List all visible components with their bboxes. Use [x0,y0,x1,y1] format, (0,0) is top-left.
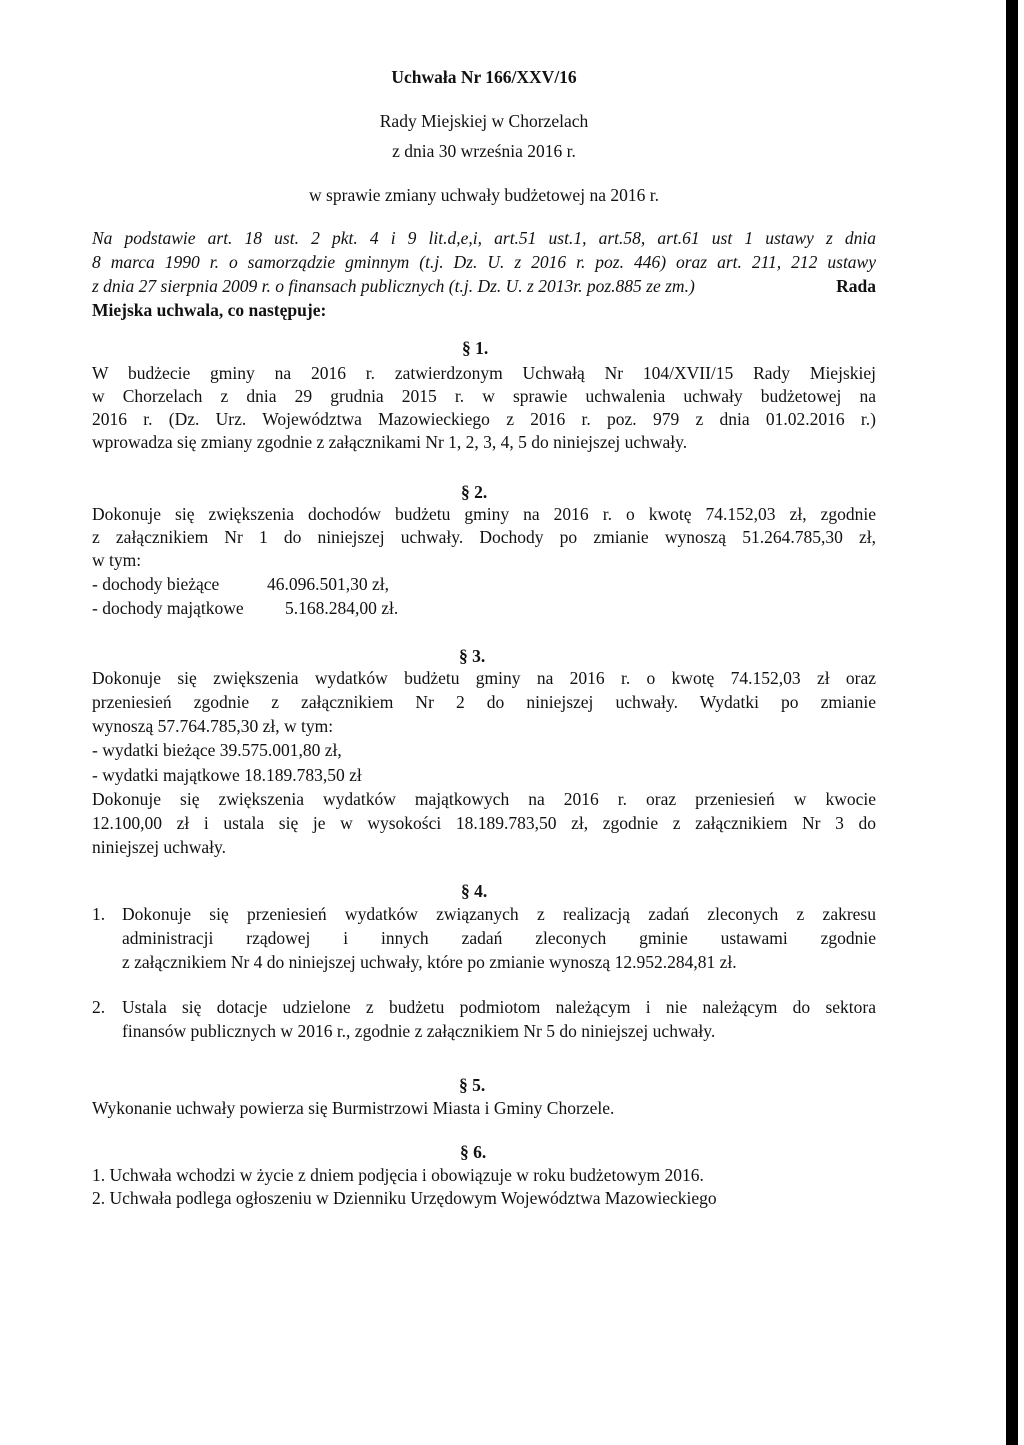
s3-line-2: przeniesień zgodnie z załącznikiem Nr 2 do niniejszej uchwały. Wydatki po zmianie [92,692,876,712]
preamble-line-4: Miejska uchwala, co następuje: [92,300,327,320]
s3-line-8: niniejszej uchwały. [92,837,226,857]
preamble-line-3-tail: Rada [836,276,876,296]
section-1-heading: § 1. [462,338,489,358]
s3-line-7: 12.100,00 zł i ustala się je w wysokości 18.189.783,50 zł, zgodnie z załącznikiem Nr 3 do [92,813,876,833]
section-5-heading: § 5. [459,1075,486,1095]
resolution-subject: w sprawie zmiany uchwały budżetowej na 2016 r. [309,185,659,205]
s1-line-2: w Chorzelach z dnia 29 grudnia 2015 r. w sprawie uchwalenia uchwały budżetowej na [92,386,876,406]
s1-line-4: wprowadza się zmiany zgodnie z załącznikami Nr 1, 2, 3, 4, 5 do niniejszej uchwały. [92,432,688,452]
resolution-title: Uchwała Nr 166/XXV/16 [391,67,577,87]
section-3-heading: § 3. [459,646,486,666]
preamble-line-3-text: z dnia 27 sierpnia 2009 r. o finansach publicznych (t.j. Dz. U. z 2013r. poz.885 ze zm.) [92,276,695,296]
s3-line-4: - wydatki bieżące 39.575.001,80 zł, [92,740,342,760]
s2-item-1-value: 46.096.501,30 zł, [267,574,390,594]
s4-p2-number: 2. [92,997,106,1017]
s4-p1-number: 1. [92,904,106,924]
council-name: Rady Miejskiej w Chorzelach [379,111,589,131]
preamble-line-3 [92,275,876,297]
s6-line-1: 1. Uchwała wchodzi w życie z dniem podjęcia i obowiązuje w roku budżetowym 2016. [92,1165,704,1185]
s3-line-3: wynoszą 57.764.785,30 zł, w tym: [92,716,334,736]
s1-line-1: W budżecie gminy na 2016 r. zatwierdzonym Uchwałą Nr 104/XVII/15 Rady Miejskiej [92,363,876,383]
s4-p1-line-1: Dokonuje się przeniesień wydatków związanych z realizacją zadań zleconych z zakresu [122,904,876,924]
s4-p2-line-2: finansów publicznych w 2016 r., zgodnie z załącznikiem Nr 5 do niniejszej uchwały. [122,1021,716,1041]
s4-p1-line-3: z załącznikiem Nr 4 do niniejszej uchwały, które po zmianie wynoszą 12.952.284,81 zł. [122,952,737,972]
s2-line-3: w tym: [92,550,142,570]
s1-line-3: 2016 r. (Dz. Urz. Województwa Mazowieckiego z 2016 r. poz. 979 z dnia 01.02.2016 r.) [92,409,876,429]
scan-edge-bar [1006,0,1018,1445]
s2-item-1-label: - dochody bieżące [92,574,220,594]
s3-line-6: Dokonuje się zwiększenia wydatków majątkowych na 2016 r. oraz przeniesień w kwocie [92,789,876,809]
s2-item-2-value: 5.168.284,00 zł. [285,598,399,618]
s4-p2-line-1: Ustala się dotacje udzielone z budżetu podmiotom należącym i nie należącym do sektora [122,997,876,1017]
resolution-date: z dnia 30 września 2016 r. [392,141,576,161]
section-2-heading: § 2. [461,482,488,502]
s2-item-2-label: - dochody majątkowe [92,598,244,618]
s4-p1-line-2: administracji rządowej i innych zadań zleconych gminie ustawami zgodnie [122,928,876,948]
s3-line-5: - wydatki majątkowe 18.189.783,50 zł [92,765,362,785]
s6-line-2: 2. Uchwała podlega ogłoszeniu w Dzienniku Urzędowym Województwa Mazowieckiego [92,1188,717,1208]
s2-line-1: Dokonuje się zwiększenia dochodów budżetu gminy na 2016 r. o kwotę 74.152,03 zł, zgodnie [92,504,876,524]
section-6-heading: § 6. [460,1142,487,1162]
s5-line: Wykonanie uchwały powierza się Burmistrzowi Miasta i Gminy Chorzele. [92,1098,615,1118]
s2-line-2: z załącznikiem Nr 1 do niniejszej uchwały. Dochody po zmianie wynoszą 51.264.785,30 zł, [92,527,876,547]
section-4-heading: § 4. [461,881,488,901]
document-page [92,0,876,1445]
s3-line-1: Dokonuje się zwiększenia wydatków budżetu gminy na 2016 r. o kwotę 74.152,03 zł oraz [92,668,876,688]
preamble-line-2: 8 marca 1990 r. o samorządzie gminnym (t.j. Dz. U. z 2016 r. poz. 446) oraz art. 211, 212 ustawy [92,252,876,272]
preamble-line-1: Na podstawie art. 18 ust. 2 pkt. 4 i 9 lit.d,e,i, art.51 ust.1, art.58, art.61 ust 1 ustawy z dnia [92,228,876,248]
